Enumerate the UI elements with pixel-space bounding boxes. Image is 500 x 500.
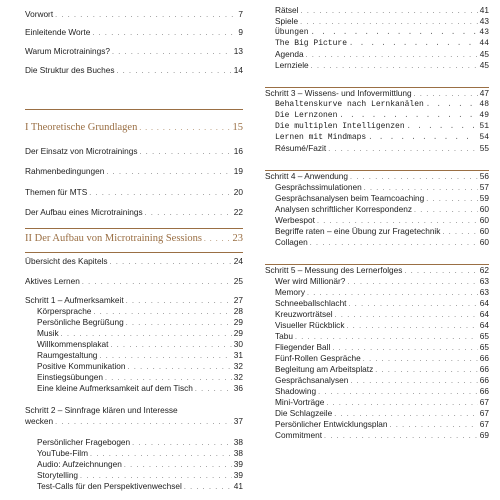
toc-entry-title: Einleitende Worte xyxy=(25,27,91,37)
toc-entry-title: Positive Kommunikation xyxy=(37,361,126,371)
toc-entry-title: Der Aufbau eines Microtrainings xyxy=(25,207,143,217)
toc-entry-behaltenskurve-nach-lernkanalen xyxy=(275,99,489,110)
toc-entry-continuation-text: wecken xyxy=(25,416,54,426)
toc-entry-title: Memory xyxy=(275,287,305,297)
toc-entry-eine-kleine-aufmerksamkeit-auf-dem-tisch xyxy=(37,383,243,394)
leader-dots xyxy=(140,147,232,158)
toc-page-number: 32 xyxy=(233,361,243,371)
toc-entry-title: Rätsel xyxy=(275,5,299,15)
toc-entry-title: Begriffe raten – eine Übung zur Fragetechnik xyxy=(275,226,441,236)
toc-entry-title: Persönlicher Fragebogen xyxy=(37,437,131,447)
toc-entry-ubersicht-des-kapitels xyxy=(25,256,243,267)
toc-entry-memory xyxy=(275,287,489,298)
toc-page-number: 37 xyxy=(233,416,243,426)
toc-page-number: 39 xyxy=(233,470,243,480)
toc-entry-einleitende-worte xyxy=(25,27,243,38)
toc-page-number: 47 xyxy=(479,88,489,98)
toc-entry-schritt-5-messung-des-lernerfolges xyxy=(265,265,489,276)
toc-entry-title: Audio: Aufzeichnungen xyxy=(37,459,122,469)
leader-dots xyxy=(112,47,232,58)
toc-entry-title: Die Schlagzeile xyxy=(275,408,333,418)
toc-page-number: 24 xyxy=(233,256,243,266)
toc-entry-title: Schritt 1 – Aufmerksamkeit xyxy=(25,295,124,305)
toc-page-number: 66 xyxy=(479,353,489,363)
toc-entry-rahmenbedingungen xyxy=(25,166,243,177)
toc-entry-werbespot xyxy=(275,215,489,226)
toc-entry-title: YouTube-Film xyxy=(37,448,89,458)
toc-page-number: 29 xyxy=(233,328,243,338)
toc-entry-storytelling xyxy=(37,470,243,481)
leader-dots xyxy=(139,122,230,135)
leader-dots xyxy=(195,384,232,395)
toc-entry-title: Storytelling xyxy=(37,470,79,480)
toc-entry-title: Agenda xyxy=(275,49,304,59)
toc-entry-title: Test-Calls für den Perspektivenwechsel xyxy=(37,481,182,491)
toc-page-number: 22 xyxy=(233,207,243,217)
toc-entry-lernziele xyxy=(275,60,489,71)
toc-entry-title: Übersicht des Kapitels xyxy=(25,256,108,266)
toc-entry-title: Schneeballschlacht xyxy=(275,298,347,308)
toc-page-number: 25 xyxy=(233,276,243,286)
toc-entry-schritt-2-sinnfrage-klaren-und-interesse xyxy=(25,405,243,416)
toc-page-number: 62 xyxy=(479,265,489,275)
toc-entry-title: Lernziele xyxy=(275,60,309,70)
toc-entry-title: Musik xyxy=(37,328,59,338)
toc-entry-title: I Theoretische Grundlagen xyxy=(25,122,138,133)
toc-entry-title: Persönliche Begrüßung xyxy=(37,317,124,327)
toc-page-number: 60 xyxy=(479,226,489,236)
section-divider xyxy=(25,228,243,229)
toc-entry-begleitung-am-arbeitsplatz xyxy=(275,364,489,375)
section-divider xyxy=(25,252,243,253)
toc-page-number: 45 xyxy=(479,60,489,70)
toc-entry-ii-der-aufbau-von-microtraining-sessions xyxy=(25,232,243,245)
toc-entry-gesprachssimulationen xyxy=(275,182,489,193)
toc-entry-title: Mini-Vorträge xyxy=(275,397,325,407)
toc-entry-funf-rollen-gesprache xyxy=(275,353,489,364)
toc-entry-title: Gesprächssimulationen xyxy=(275,182,362,192)
toc-entry-begriffe-raten-eine-ubung-zur-fragetechnik xyxy=(275,226,489,237)
toc-page-number: 67 xyxy=(479,408,489,418)
toc-entry-title: The Big Picture xyxy=(275,39,348,48)
toc-entry-title: Einstiegsübungen xyxy=(37,372,103,382)
toc-page-number: 39 xyxy=(233,459,243,469)
toc-page-number: 60 xyxy=(479,237,489,247)
toc-entry-schritt-1-aufmerksamkeit xyxy=(25,295,243,306)
section-divider xyxy=(25,109,243,110)
toc-entry-title: Schritt 3 – Wissens- und Infovermittlung xyxy=(265,88,412,98)
leader-dots xyxy=(89,188,232,199)
toc-entry-gesprachsanalysen-beim-teamcoaching xyxy=(275,193,489,204)
toc-entry-tabu xyxy=(275,331,489,342)
toc-entry-korpersprache xyxy=(37,306,243,317)
leader-dots xyxy=(55,417,232,428)
toc-entry-title: Collagen xyxy=(275,237,308,247)
toc-entry-title: Übungen xyxy=(275,28,309,37)
toc-entry-title: Körpersprache xyxy=(37,306,92,316)
toc-entry-kreuzwortratsel xyxy=(275,309,489,320)
toc-page-number: 54 xyxy=(479,133,489,142)
toc-page-number: 60 xyxy=(479,204,489,214)
toc-page-number: 48 xyxy=(479,100,489,109)
toc-entry-ratsel xyxy=(275,5,489,16)
toc-entry-die-struktur-des-buches xyxy=(25,65,243,76)
leader-dots xyxy=(328,144,478,155)
toc-page-number: 64 xyxy=(479,320,489,330)
section-divider xyxy=(265,87,489,88)
toc-entry-title: Shadowing xyxy=(275,386,317,396)
toc-entry-fliegender-ball xyxy=(275,342,489,353)
toc-page-number: 66 xyxy=(479,364,489,374)
toc-entry-i-theoretische-grundlagen xyxy=(25,121,243,134)
toc-page-number: 32 xyxy=(233,372,243,382)
toc-page-number: 51 xyxy=(479,122,489,131)
toc-entry-title: Themen für MTS xyxy=(25,187,88,197)
toc-page-number: 30 xyxy=(233,339,243,349)
toc-entry-title: II Der Aufbau von Microtraining Sessions xyxy=(25,233,203,244)
toc-page-number: 67 xyxy=(479,397,489,407)
toc-entry-positive-kommunikation xyxy=(37,361,243,372)
toc-entry-willkommensplakat xyxy=(37,339,243,350)
leader-dots xyxy=(184,482,232,493)
leader-dots xyxy=(82,277,232,288)
leader-dots xyxy=(324,431,478,442)
toc-page-number: 41 xyxy=(233,481,243,491)
toc-entry-title: Visueller Rückblick xyxy=(275,320,345,330)
section-divider xyxy=(265,264,489,265)
toc-entry-title: Schritt 4 – Anwendung xyxy=(265,171,349,181)
toc-entry-schneeballschlacht xyxy=(275,298,489,309)
toc-entry-title: Werbespot xyxy=(275,215,315,225)
toc-page-number: 55 xyxy=(479,143,489,153)
toc-entry-wer-wird-millionar xyxy=(275,276,489,287)
toc-entry-title: Analysen schriftlicher Korrespondenz xyxy=(275,204,412,214)
leader-dots xyxy=(145,208,232,219)
toc-entry-title: Raumgestaltung xyxy=(37,350,98,360)
toc-entry-lernen-mit-mindmaps xyxy=(275,132,489,143)
section-divider xyxy=(265,170,489,171)
toc-entry-spiele xyxy=(275,16,489,27)
toc-entry-ubungen xyxy=(275,27,489,38)
toc-page-number: 16 xyxy=(233,146,243,156)
toc-page-number: 20 xyxy=(233,187,243,197)
toc-page-number: 13 xyxy=(233,46,243,56)
toc-entry-einstiegsubungen xyxy=(37,372,243,383)
toc-entry-title: Fliegender Ball xyxy=(275,342,331,352)
toc-page-number: 63 xyxy=(479,287,489,297)
toc-page-number: 14 xyxy=(233,65,243,75)
toc-entry-title: Rahmenbedingungen xyxy=(25,166,105,176)
toc-entry-title: Gesprächsanalysen xyxy=(275,375,349,385)
toc-page-number: 56 xyxy=(479,171,489,181)
toc-entry-title: Lernen mit Mindmaps xyxy=(275,133,367,142)
toc-entry-title: Schritt 2 – Sinnfrage klären und Interesse xyxy=(25,405,178,415)
toc-entry-agenda xyxy=(275,49,489,60)
toc-page-number: 36 xyxy=(233,383,243,393)
toc-entry-title: Begleitung am Arbeitsplatz xyxy=(275,364,374,374)
leader-dots xyxy=(116,66,231,77)
toc-entry-shadowing xyxy=(275,386,489,397)
toc-page-number: 27 xyxy=(233,295,243,305)
toc-entry-title: Die Lernzonen xyxy=(275,111,338,120)
toc-entry-continuation xyxy=(25,416,243,427)
toc-entry-raumgestaltung xyxy=(37,350,243,361)
toc-page-number: 41 xyxy=(479,5,489,15)
toc-page-number: 69 xyxy=(479,430,489,440)
toc-page-number: 67 xyxy=(479,419,489,429)
toc-entry-title: Behaltenskurve nach Lernkanälen xyxy=(275,100,424,109)
leader-dots xyxy=(106,167,231,178)
toc-entry-title: Fünf-Rollen Gespräche xyxy=(275,353,361,363)
toc-page-number: 31 xyxy=(233,350,243,360)
toc-page-number: 44 xyxy=(479,39,489,48)
toc-entry-title: Eine kleine Aufmerksamkeit auf dem Tisch xyxy=(37,383,193,393)
toc-entry-mini-vortrage xyxy=(275,397,489,408)
leader-dots xyxy=(204,233,230,246)
toc-page-number: 19 xyxy=(233,166,243,176)
leader-dots xyxy=(311,61,478,72)
toc-entry-title: Résumé/Fazit xyxy=(275,143,327,153)
toc-entry-vorwort xyxy=(25,9,243,20)
toc-entry-der-einsatz-von-microtrainings xyxy=(25,146,243,157)
toc-entry-personlicher-fragebogen xyxy=(37,437,243,448)
toc-entry-youtube-film xyxy=(37,448,243,459)
toc-entry-visueller-ruckblick xyxy=(275,320,489,331)
toc-entry-title: Commitment xyxy=(275,430,323,440)
toc-entry-der-aufbau-eines-microtrainings xyxy=(25,207,243,218)
toc-entry-title: Die Struktur des Buches xyxy=(25,65,115,75)
toc-entry-the-big-picture xyxy=(275,38,489,49)
leader-dots xyxy=(55,10,236,21)
toc-entry-commitment xyxy=(275,430,489,441)
toc-entry-musik xyxy=(37,328,243,339)
toc-page-number: 65 xyxy=(479,342,489,352)
toc-page-number: 23 xyxy=(232,233,243,244)
toc-entry-resume-fazit xyxy=(275,143,489,154)
toc-page-number: 64 xyxy=(479,298,489,308)
toc-entry-title: Der Einsatz von Microtrainings xyxy=(25,146,138,156)
toc-page-number: 66 xyxy=(479,375,489,385)
toc-entry-personlicher-entwicklungsplan xyxy=(275,419,489,430)
toc-entry-title: Persönlicher Entwicklungsplan xyxy=(275,419,388,429)
toc-page-number: 49 xyxy=(479,111,489,120)
toc-page-number: 57 xyxy=(479,182,489,192)
toc-page-number: 65 xyxy=(479,331,489,341)
toc-page-number: 45 xyxy=(479,49,489,59)
toc-entry-title: Tabu xyxy=(275,331,293,341)
toc-page-number: 66 xyxy=(479,386,489,396)
toc-page-number: 15 xyxy=(232,122,243,133)
toc-entry-schritt-3-wissens-und-infovermittlung xyxy=(265,88,489,99)
toc-entry-audio-aufzeichnungen xyxy=(37,459,243,470)
toc-entry-warum-microtrainings xyxy=(25,46,243,57)
toc-entry-analysen-schriftlicher-korrespondenz xyxy=(275,204,489,215)
toc-page-number: 9 xyxy=(238,27,243,37)
toc-entry-die-multiplen-intelligenzen xyxy=(275,121,489,132)
toc-entry-collagen xyxy=(275,237,489,248)
toc-page-number: 43 xyxy=(479,16,489,26)
toc-entry-title: Die multiplen Intelligenzen xyxy=(275,122,405,131)
toc-entry-title: Vorwort xyxy=(25,9,54,19)
toc-entry-title: Spiele xyxy=(275,16,299,26)
toc-entry-test-calls-fur-den-perspektivenwechsel xyxy=(37,481,243,492)
toc-page-number: 43 xyxy=(479,28,489,37)
toc-page-number: 64 xyxy=(479,309,489,319)
toc-page-number: 63 xyxy=(479,276,489,286)
leader-dots xyxy=(310,238,478,249)
toc-entry-aktives-lernen xyxy=(25,276,243,287)
toc-page-number: 38 xyxy=(233,437,243,447)
leader-dots xyxy=(92,28,236,39)
toc-entry-gesprachsanalysen xyxy=(275,375,489,386)
toc-entry-title: Kreuzworträtsel xyxy=(275,309,333,319)
toc-page-number: 7 xyxy=(238,9,243,19)
toc-entry-die-schlagzeile xyxy=(275,408,489,419)
toc-entry-title: Wer wird Millionär? xyxy=(275,276,346,286)
toc-page-number: 28 xyxy=(233,306,243,316)
toc-entry-themen-fur-mts xyxy=(25,187,243,198)
toc-page-number: 29 xyxy=(233,317,243,327)
toc-entry-title: Warum Microtrainings? xyxy=(25,46,110,56)
toc-entry-title: Aktives Lernen xyxy=(25,276,80,286)
toc-entry-title: Schritt 5 – Messung des Lernerfolges xyxy=(265,265,403,275)
toc-page-number: 60 xyxy=(479,215,489,225)
toc-entry-personliche-begru-ung xyxy=(37,317,243,328)
toc-entry-title: Gesprächsanalysen beim Teamcoaching xyxy=(275,193,425,203)
leader-dots xyxy=(110,257,232,268)
toc-entry-title: Willkommensplakat xyxy=(37,339,109,349)
toc-entry-die-lernzonen xyxy=(275,110,489,121)
toc-page-number: 38 xyxy=(233,448,243,458)
toc-entry-schritt-4-anwendung xyxy=(265,171,489,182)
toc-page-number: 59 xyxy=(479,193,489,203)
